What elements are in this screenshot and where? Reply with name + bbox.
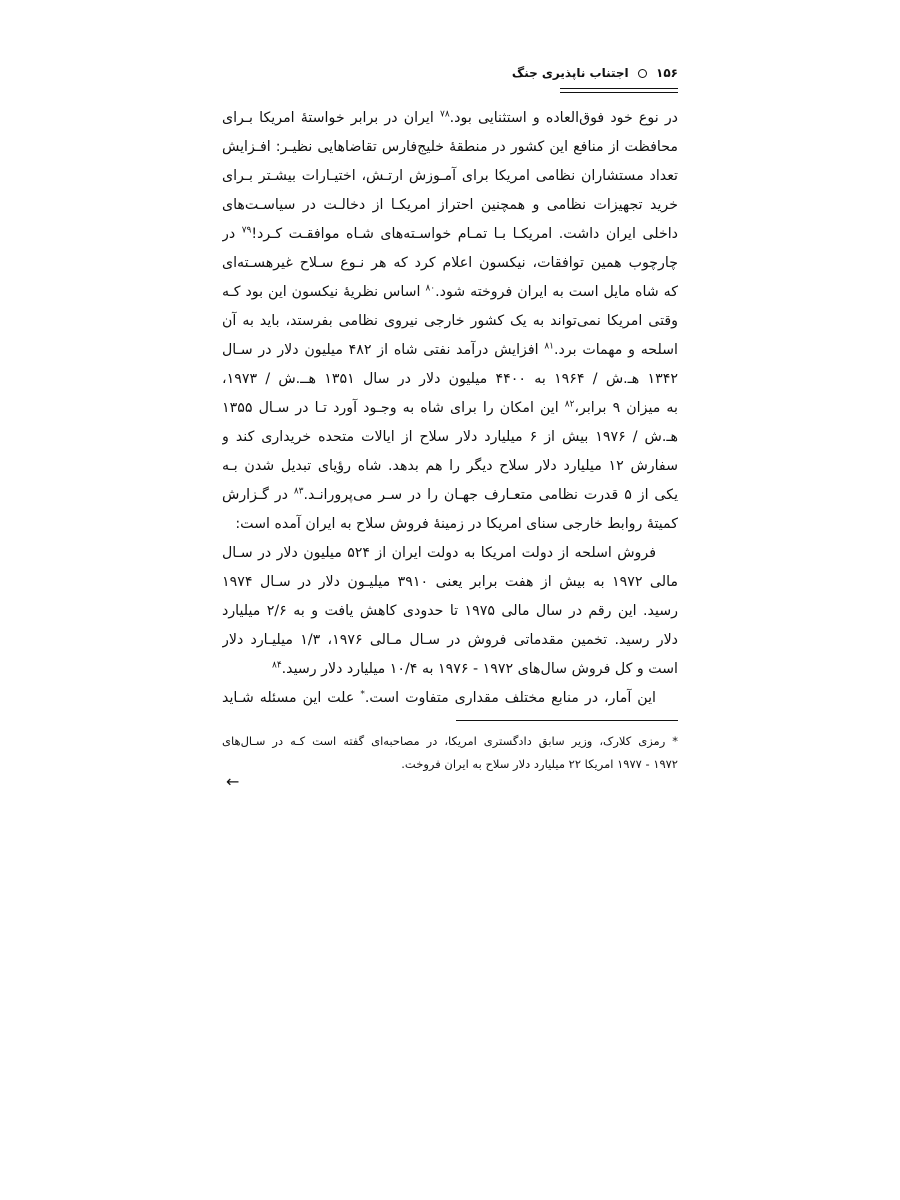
circle-separator-icon — [638, 69, 647, 78]
text-line — [222, 278, 678, 307]
text-line — [222, 539, 678, 568]
text-line — [222, 510, 678, 539]
footnote-ref: ۸۲ — [564, 399, 575, 410]
header-rule-bottom — [560, 92, 678, 93]
footnote-ref: ۸۱ — [544, 341, 555, 352]
line-text-after: این امکان را برای شاه به وجـود آورد تـا در سـال ۱۳۵۵ — [222, 400, 565, 416]
footnote-rule — [456, 720, 678, 721]
footnote-ref: * — [360, 689, 365, 700]
book-title: اجتناب ناپذیری جنگ — [511, 66, 629, 80]
line-text: که شاه مایل است به ایران فروخته شود. — [435, 284, 678, 300]
text-line — [222, 394, 678, 423]
footnote-line: * رمزی کلارک، وزیر سابق دادگستری امریکا، در مصاحبه‌ای گفته است کـه در سـال‌های — [222, 734, 678, 748]
text-line — [222, 220, 678, 249]
line-text: داخلی ایران داشت. امریکـا بـا تمـام خواسـته‌های شـاه موافقـت کـرد! — [251, 226, 678, 242]
text-line — [222, 597, 678, 626]
line-text: یکی از ۵ قدرت نظامی متعـارف جهـان را در سـر می‌پرورانـد. — [303, 487, 678, 503]
text-line — [222, 249, 678, 278]
line-text: محافظت از منافع این کشور در منطقهٔ خلیج‌فارس تقاضاهایی نظیـر: افـزایش — [222, 139, 678, 155]
text-line — [222, 336, 678, 365]
line-text: مالی ۱۹۷۲ به بیش از هفت برابر یعنی ۳۹۱۰ میلیـون دلار در سـال ۱۹۷۴ — [222, 574, 678, 590]
line-text: در نوع خود فوق‌العاده و استثنایی بود. — [449, 110, 678, 126]
text-line — [222, 626, 678, 655]
text-line — [222, 423, 678, 452]
line-text: است و کل فروش سال‌های ۱۹۷۲ - ۱۹۷۶ به ۱۰/۴ میلیارد دلار رسید. — [281, 661, 678, 677]
line-text: چارچوب همین توافقات، نیکسون اعلام کرد که هر نـوع سـلاح غیرهسـته‌ای — [222, 255, 678, 271]
line-text: وقتی امریکا نمی‌تواند به یک کشور خارجی نیروی نظامی بفرستد، باید به آن — [222, 313, 678, 329]
line-text: ۱۳۴۲ هـ.ش / ۱۹۶۴ به ۴۴۰۰ میلیون دلار در سال ۱۳۵۱ هــ.ش / ۱۹۷۳، — [222, 371, 678, 387]
text-line — [222, 162, 678, 191]
header-rule-top — [560, 88, 678, 89]
body-text — [222, 104, 678, 713]
running-header — [222, 66, 678, 80]
line-text: اسلحه و مهمات برد. — [554, 342, 678, 358]
page-number: ۱۵۶ — [656, 66, 678, 80]
line-text: تعداد مستشاران نظامی امریکا برای آمـوزش ارتـش، اختیـارات بیشـتر بـرای — [222, 168, 678, 184]
text-line — [222, 568, 678, 597]
footnote — [222, 730, 678, 776]
footnote-line: ۱۹۷۲ - ۱۹۷۷ امریکا ۲۲ میلیارد دلار سلاح به ایران فروخت. — [401, 757, 678, 771]
text-line — [222, 481, 678, 510]
line-text-after: اساس نظریهٔ نیکسون این بود کـه — [222, 284, 426, 300]
text-line — [222, 133, 678, 162]
text-line — [222, 365, 678, 394]
text-line — [222, 655, 678, 684]
line-text: این آمار، در منابع مختلف مقداری متفاوت است. — [364, 690, 657, 706]
line-text: هـ.ش / ۱۹۷۶ بیش از ۶ میلیارد دلار سلاح از ایالات متحده خریداری کند و — [222, 429, 678, 445]
line-text-after: در گـزارش — [222, 487, 294, 503]
footnote-ref: ۸۳ — [293, 486, 304, 497]
text-line — [222, 684, 678, 713]
line-text-after: در — [222, 226, 242, 242]
text-line — [222, 104, 678, 133]
line-text: دلار رسید. تخمین مقدماتی فروش در سـال مـالی ۱۹۷۶، ۱/۳ میلیـارد دلار — [222, 632, 678, 648]
footnote-ref: ۷۸ — [440, 109, 450, 120]
text-line — [222, 307, 678, 336]
line-text-after: افزایش درآمد نفتی شاه از ۴۸۲ میلیون دلار در سـال — [222, 342, 545, 358]
footnote-ref: ۸۰ — [425, 283, 436, 294]
footnote-ref: ۸۴ — [271, 660, 282, 671]
line-text: کمیتهٔ روابط خارجی سنای امریکا در زمینهٔ فروش سلاح به ایران آمده است: — [235, 516, 678, 532]
line-text: به میزان ۹ برابر، — [574, 400, 678, 416]
line-text-after: علت این مسئله شـاید — [222, 690, 361, 706]
text-line — [222, 191, 678, 220]
line-text: سفارش ۱۲ میلیارد دلار سلاح دیگر را هم بدهد. شاه رؤیای تبدیل شدن بـه — [222, 458, 678, 474]
continue-arrow-icon: ← — [226, 772, 240, 791]
text-line — [222, 452, 678, 481]
line-text-after: ایران در برابر خواستهٔ امریکا بـرای — [222, 110, 440, 126]
line-text: خرید تجهیزات نظامی و همچنین احتراز امریکـا از دخالـت در سیاسـت‌های — [222, 197, 678, 213]
line-text: فروش اسلحه از دولت امریکا به دولت ایران از ۵۲۴ میلیون دلار در سـال — [222, 545, 656, 561]
line-text: رسید. این رقم در سال مالی ۱۹۷۵ تا حدودی کاهش یافت و به ۲/۶ میلیارد — [222, 603, 678, 619]
footnote-ref: ۷۹ — [241, 225, 252, 236]
